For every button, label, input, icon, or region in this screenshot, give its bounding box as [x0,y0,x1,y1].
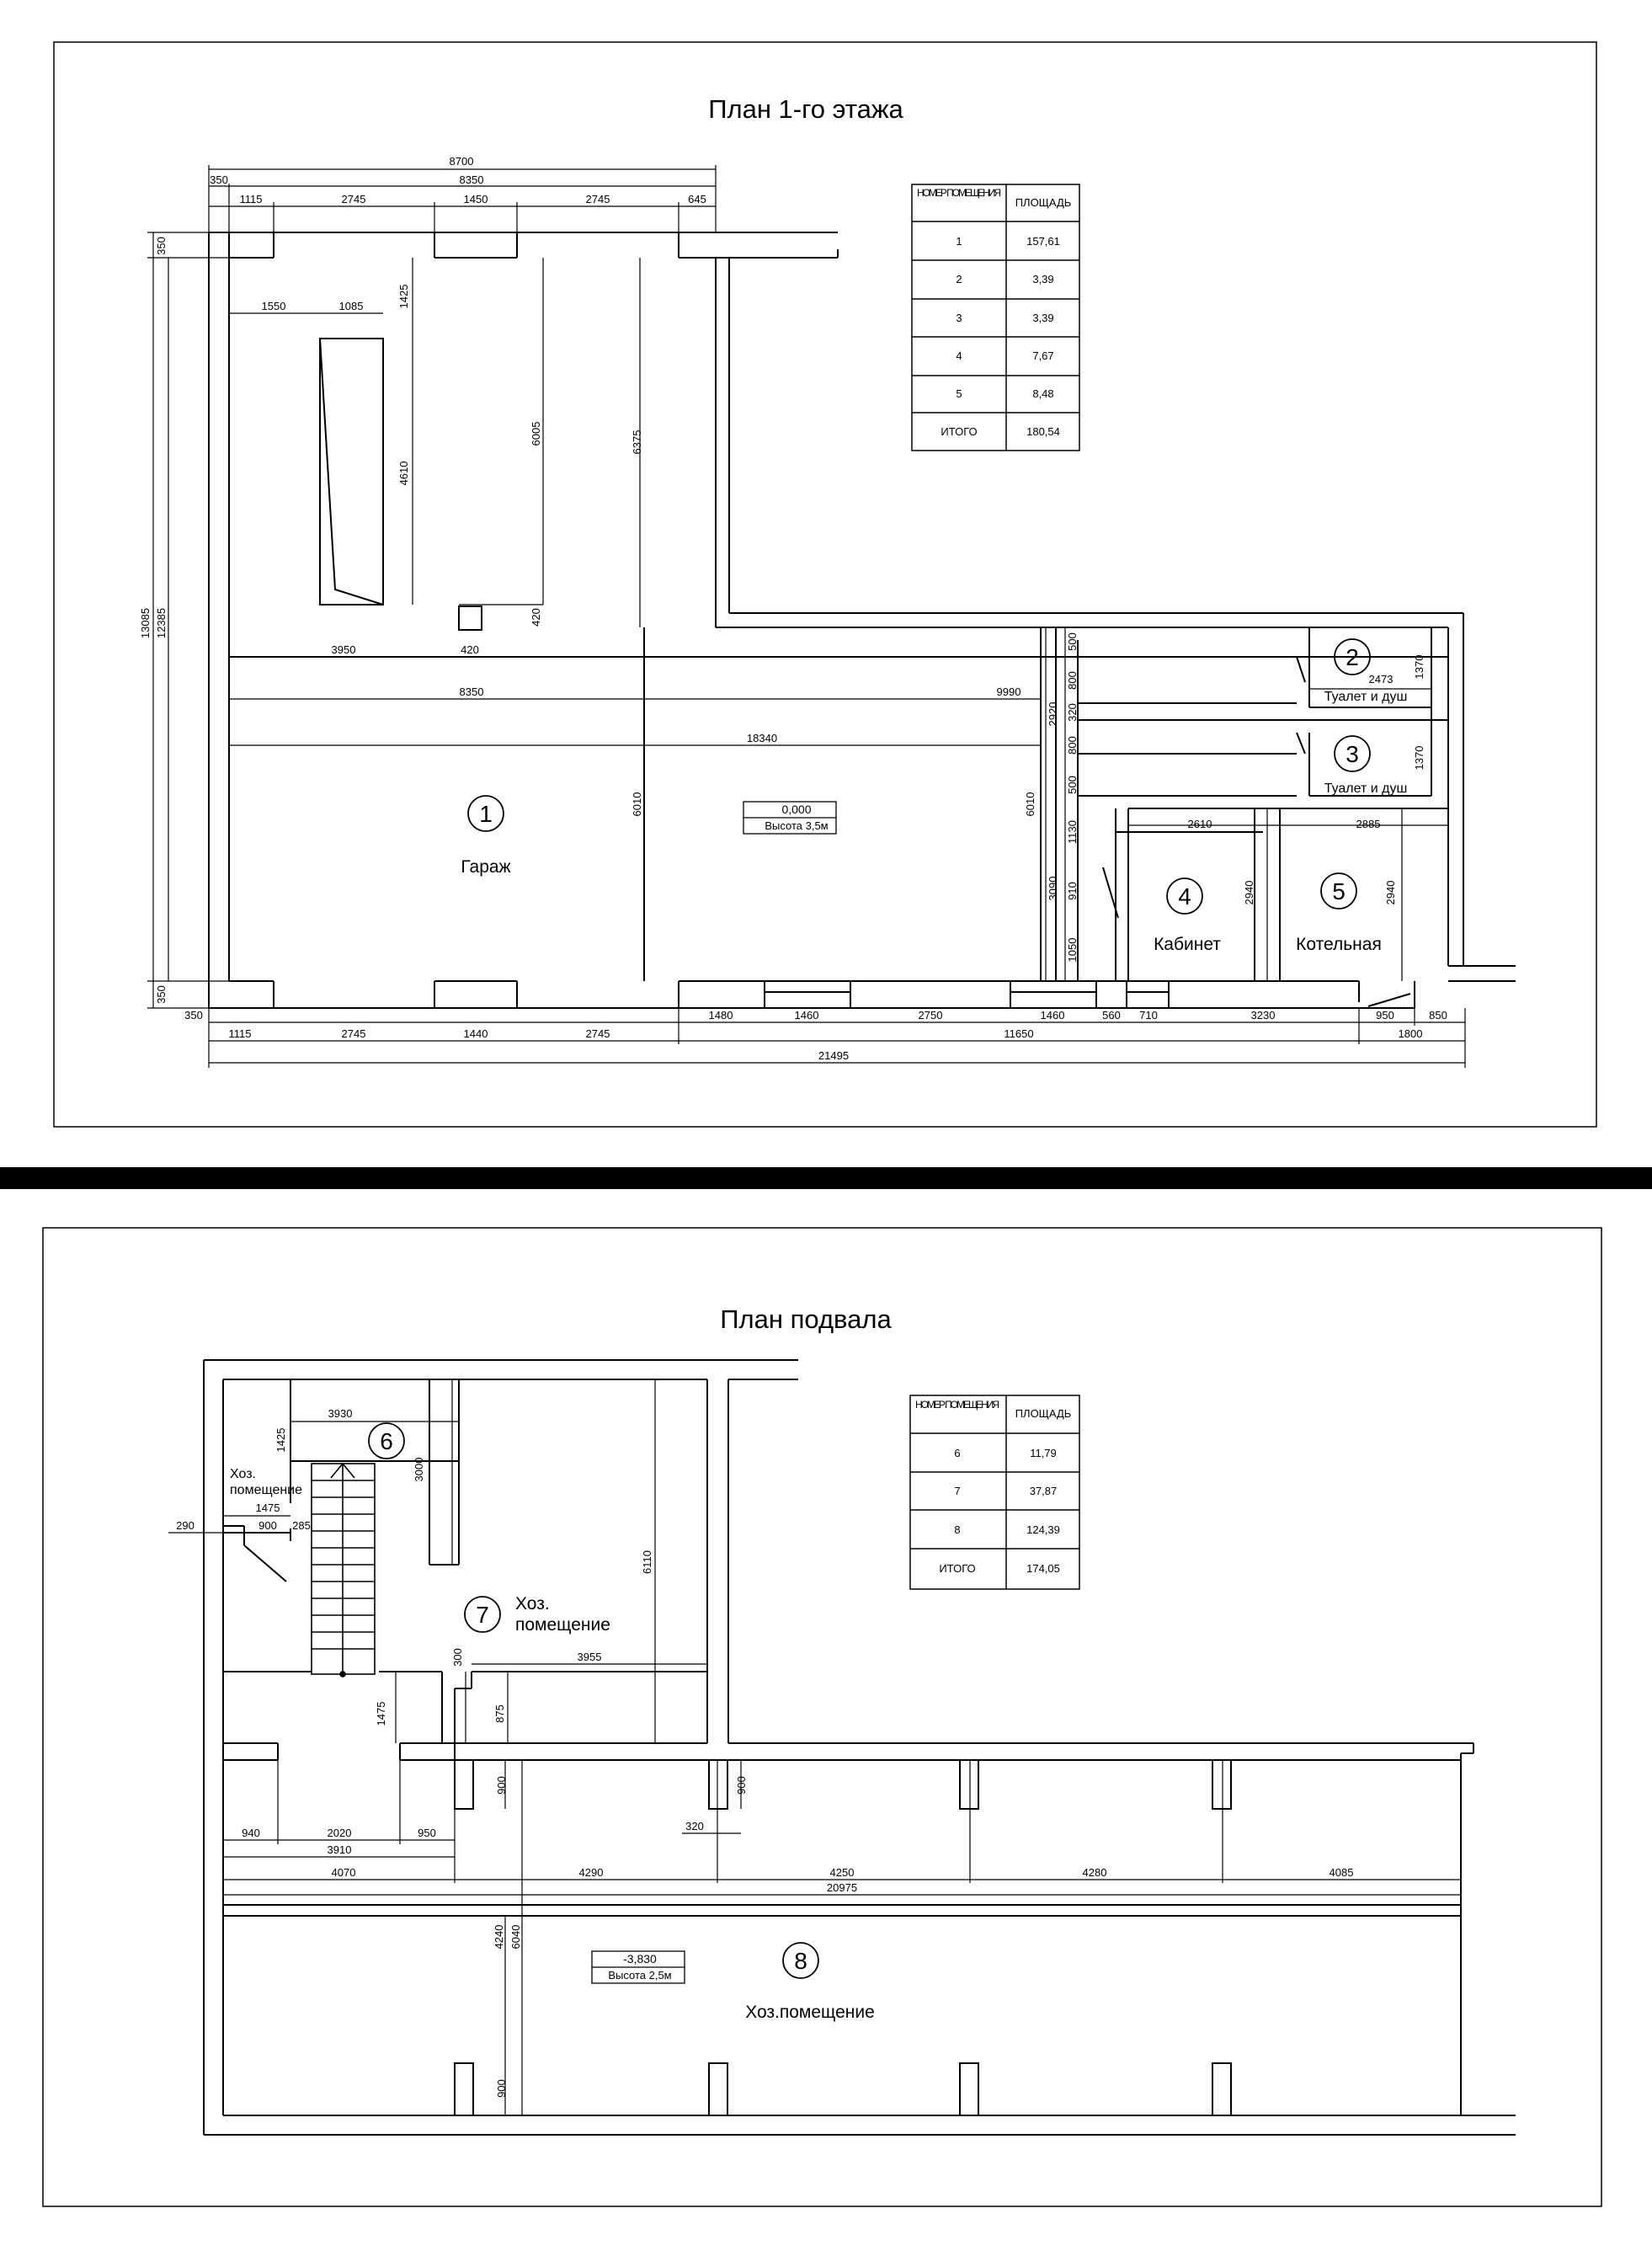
basement-table-area: 124,39 [1026,1523,1060,1536]
room-label: Туалет и душ [1324,690,1408,704]
dim-text: 1085 [338,300,364,312]
dim-text: 1115 [228,1027,252,1040]
dim-text: 2473 [1368,673,1394,685]
dim-text: 18340 [746,732,778,744]
dim-text: 6375 [631,429,643,455]
dim-text: 2750 [918,1009,943,1021]
floor1-table-area: 3,39 [1032,312,1054,324]
level-value: -3,830 [623,1952,657,1966]
dim-text: 3955 [577,1651,602,1663]
dim-text: 11650 [1004,1027,1034,1040]
dim-text: 350 [184,1009,203,1021]
floor1-table-header-no: НОМЕР ПОМЕЩЕНИЯ [917,187,1001,199]
dim-text: 13085 [139,607,152,639]
dim-text: 2745 [585,1027,610,1040]
room-number: 3 [1346,741,1359,767]
room-label: Хоз. [515,1594,550,1614]
level-value: 0,000 [781,803,812,816]
room-number: 2 [1346,644,1359,670]
dim-text: 320 [685,1820,704,1832]
floor1-walls [209,232,1516,1008]
floor1-table-no: 4 [956,349,962,362]
dim-text: 500 [1066,776,1079,794]
dim-text: 4290 [578,1866,604,1879]
dim-text: 350 [210,173,228,186]
dim-text: 1460 [1040,1009,1065,1021]
dim-text: 4070 [331,1866,356,1879]
room-label: Туалет и душ [1324,781,1408,796]
room-number: 6 [380,1428,393,1454]
room-label: Гараж [461,857,511,877]
dim-text: 300 [451,1648,464,1667]
dim-text: 6005 [530,421,542,446]
dim-text: 2920 [1047,701,1059,727]
basement-table-header-no: НОМЕР ПОМЕЩЕНИЯ [915,1399,999,1411]
dim-text: 4240 [493,1924,505,1950]
floor1-frame [54,42,1596,1127]
dim-text: 8350 [459,685,484,698]
dim-text: 1115 [239,193,263,205]
basement-table-total-area: 174,05 [1026,1562,1060,1575]
floor1-area-table [912,184,1079,451]
dim-text: 800 [1066,671,1079,690]
dim-text: 710 [1139,1009,1158,1021]
dim-text: 4610 [397,461,410,486]
dim-text: 3910 [327,1843,352,1856]
dim-text: 2885 [1356,818,1381,830]
dim-text: 1130 [1066,820,1079,844]
room-label: Хоз. [230,1467,256,1481]
dim-text: 320 [1066,703,1079,722]
floor1-table-area: 3,39 [1032,273,1054,285]
separator-bar [0,1167,1652,1189]
floor1-table-area: 157,61 [1026,235,1060,248]
dim-text: 1800 [1398,1027,1423,1040]
room-number: 1 [479,801,493,827]
room-number: 8 [794,1948,807,1974]
basement-table-no: 8 [954,1523,961,1536]
dim-text: 900 [495,1776,508,1795]
dim-text: 1440 [463,1027,488,1040]
dim-text: 950 [418,1827,436,1839]
dim-text: 2745 [341,1027,366,1040]
dim-text: 9990 [996,685,1021,698]
basement-table-no: 7 [954,1485,961,1497]
level-height: Высота 2,5м [608,1969,672,1982]
dim-text: 3090 [1047,876,1059,901]
dim-text: 420 [461,643,479,656]
room-number: 5 [1332,878,1346,904]
dim-text: 6010 [631,792,643,817]
floor1-table-no: 1 [956,235,962,248]
floor1-table-no: 2 [956,273,962,285]
dim-text: 1450 [463,193,488,205]
floor1-table-total-area: 180,54 [1026,425,1060,438]
basement-table-no: 6 [954,1447,961,1459]
dim-text: 4085 [1329,1866,1354,1879]
dim-text: 6040 [509,1924,522,1950]
basement-title: План подвала [720,1304,892,1334]
dim-text: 1370 [1413,654,1426,680]
dim-text: 20975 [826,1881,858,1894]
dim-text: 1425 [274,1427,287,1453]
dim-text: 900 [735,1776,748,1795]
dim-text: 2020 [327,1827,352,1839]
floor1-table-no: 3 [956,312,962,324]
basement-table-header-area: ПЛОЩАДЬ [1015,1407,1072,1420]
dim-text: 900 [258,1519,277,1532]
dim-text: 1475 [255,1502,280,1514]
dim-text: 2610 [1187,818,1212,830]
basement-table-total: ИТОГО [939,1562,976,1575]
dim-text: 6010 [1024,792,1036,817]
dim-text: 875 [493,1704,506,1723]
dim-text: 900 [495,2079,508,2098]
room-label: Кабинет [1154,935,1221,954]
dim-text: 8350 [459,173,484,186]
dim-text: 2940 [1243,880,1255,905]
dim-text: 3930 [328,1407,353,1420]
basement-frame [43,1228,1601,2206]
dim-text: 285 [292,1519,311,1532]
dim-text: 1475 [375,1701,387,1726]
floor1-title: План 1-го этажа [708,94,903,124]
room-number: 4 [1178,883,1191,909]
dim-text: 3230 [1250,1009,1276,1021]
dim-text: 645 [688,193,706,205]
dim-text: 2940 [1384,880,1397,905]
level-height: Высота 3,5м [765,819,829,832]
dim-text: 940 [242,1827,260,1839]
basement-stairs [312,1464,375,1677]
dim-text: 21495 [818,1049,850,1062]
dim-text: 350 [155,985,168,1004]
dim-text: 8700 [449,155,474,168]
dim-text: 290 [176,1519,195,1532]
floor1-table-no: 5 [956,387,962,400]
floor1-table-header-area: ПЛОЩАДЬ [1015,196,1072,209]
dim-text: 1550 [261,300,286,312]
floor1-table-total: ИТОГО [941,425,978,438]
room-label: помещение [515,1615,610,1635]
room-label: Хоз.помещение [745,2003,875,2022]
room-label: Котельная [1296,935,1382,954]
dim-text: 1050 [1066,937,1079,963]
basement-table-area: 37,87 [1029,1485,1058,1497]
dim-text: 3000 [413,1457,425,1482]
dim-text: 4280 [1082,1866,1107,1879]
floor1-table-area: 8,48 [1032,387,1054,400]
dim-text: 950 [1376,1009,1394,1021]
dim-text: 350 [155,237,168,255]
dim-text: 910 [1066,882,1079,900]
dim-text: 2745 [341,193,366,205]
dim-text: 1370 [1413,745,1426,771]
dim-text: 850 [1429,1009,1447,1021]
dim-text: 3950 [331,643,356,656]
dim-text: 1425 [397,284,410,309]
room-label: помещение [230,1483,303,1497]
dim-text: 1480 [708,1009,733,1021]
room-number: 7 [476,1602,489,1628]
dim-text: 12385 [155,607,168,639]
dim-text: 560 [1102,1009,1121,1021]
basement-table-area: 11,79 [1030,1447,1057,1459]
dim-text: 500 [1066,632,1079,651]
dim-text: 2745 [585,193,610,205]
dim-text: 6110 [641,1550,653,1574]
floor1-table-area: 7,67 [1032,349,1054,362]
dim-text: 4250 [829,1866,855,1879]
dim-text: 1460 [794,1009,819,1021]
dim-text: 800 [1066,736,1079,755]
dim-text: 420 [530,608,542,627]
